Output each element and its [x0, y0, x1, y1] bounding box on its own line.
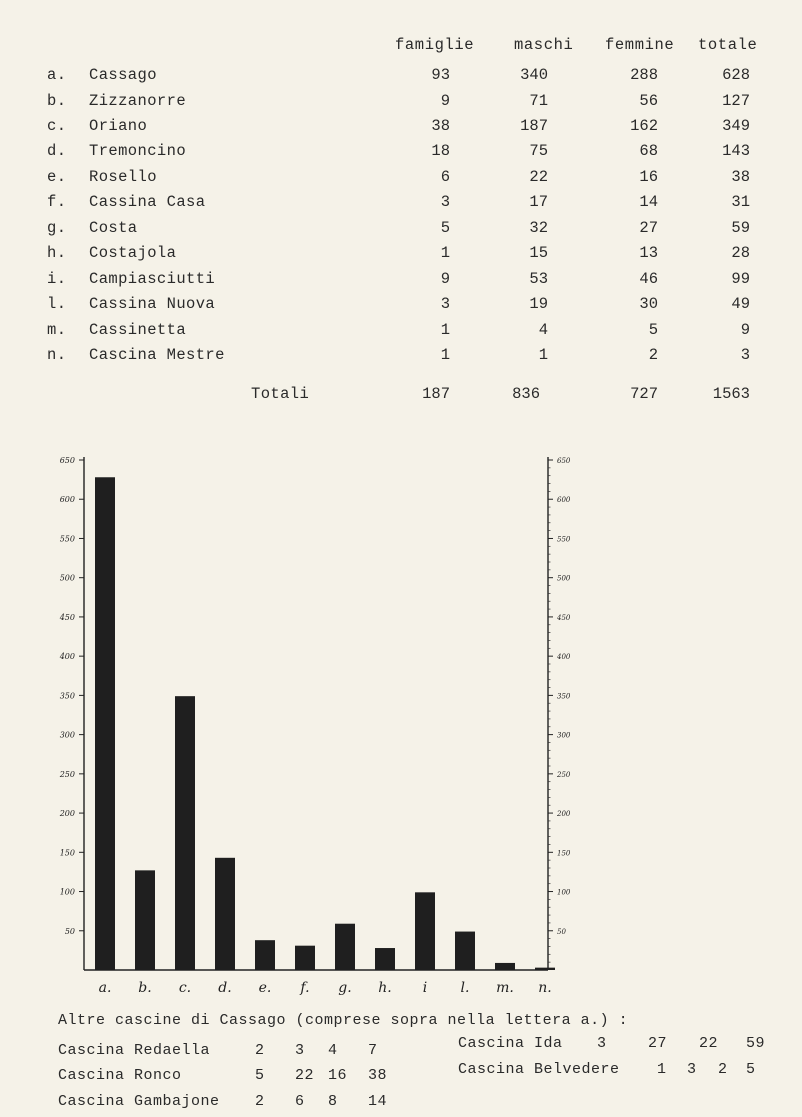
totals-femmine: 727 [630, 385, 658, 403]
row-name: Tremoncino [89, 142, 187, 160]
left-tick-label: 600 [59, 495, 75, 505]
list-item-value: 6 [295, 1093, 305, 1110]
row-totale: 349 [722, 117, 750, 135]
x-label: d. [218, 980, 232, 996]
list-item-value: 38 [368, 1067, 388, 1084]
list-item-value: 4 [328, 1042, 338, 1059]
right-tick-label: 350 [557, 692, 571, 701]
row-totale: 38 [731, 168, 750, 186]
row-letter: b. [47, 92, 67, 110]
row-letter: n. [47, 346, 67, 364]
left-tick-label: 100 [59, 887, 75, 897]
row-letter: i. [47, 270, 67, 288]
left-tick-label: 450 [59, 612, 75, 622]
row-maschi: 22 [529, 168, 548, 186]
row-maschi: 1 [538, 346, 548, 364]
row-totale: 59 [731, 219, 750, 237]
row-femmine: 162 [630, 117, 658, 135]
list-item-value: 3 [597, 1035, 607, 1052]
right-tick-label: 150 [557, 849, 571, 858]
totals-label: Totali [251, 385, 310, 403]
row-famiglie: 1 [440, 244, 450, 262]
row-letter: l. [47, 295, 67, 313]
row-totale: 127 [722, 92, 750, 110]
left-tick-label: 650 [59, 456, 75, 465]
row-name: Costajola [89, 244, 177, 262]
row-famiglie: 9 [440, 92, 450, 110]
row-femmine: 5 [648, 321, 658, 339]
right-tick-label: 100 [557, 888, 571, 897]
row-maschi: 71 [529, 92, 548, 110]
row-maschi: 53 [529, 270, 548, 288]
list-item-value: 22 [295, 1067, 315, 1084]
row-femmine: 2 [648, 346, 658, 364]
list-item-value: 8 [328, 1093, 338, 1110]
right-tick-label: 400 [557, 653, 571, 662]
row-femmine: 30 [639, 295, 658, 313]
left-tick-label: 550 [59, 534, 75, 544]
x-label: m. [496, 980, 514, 996]
right-tick-label: 250 [557, 770, 571, 779]
row-name: Cascina Mestre [89, 346, 225, 364]
row-letter: h. [47, 244, 67, 262]
row-femmine: 27 [639, 219, 658, 237]
left-tick-label: 150 [59, 848, 75, 858]
row-totale: 9 [740, 321, 750, 339]
list-item-value: 3 [295, 1042, 305, 1059]
row-totale: 49 [731, 295, 750, 313]
row-famiglie: 9 [440, 270, 450, 288]
list-item-value: 2 [718, 1061, 728, 1078]
bar-e [255, 940, 275, 970]
row-totale: 99 [731, 270, 750, 288]
row-name: Cassago [89, 66, 157, 84]
left-tick-label: 200 [59, 809, 75, 819]
row-famiglie: 3 [440, 295, 450, 313]
row-totale: 31 [731, 193, 750, 211]
list-item-name: Cascina Redaella [58, 1042, 211, 1059]
x-label: i [422, 980, 428, 996]
row-maschi: 4 [538, 321, 548, 339]
row-name: Cassinetta [89, 321, 187, 339]
row-maschi: 340 [520, 66, 548, 84]
bar-d [215, 858, 235, 970]
list-item-value: 5 [255, 1067, 265, 1084]
list-item-value: 59 [746, 1035, 766, 1052]
x-label: e. [258, 980, 272, 996]
right-tick-label: 650 [557, 457, 571, 465]
row-name: Cassina Nuova [89, 295, 216, 313]
row-maschi: 15 [529, 244, 548, 262]
right-tick-label: 50 [557, 927, 566, 936]
totals-famiglie: 187 [422, 385, 450, 403]
row-famiglie: 6 [440, 168, 450, 186]
left-tick-label: 400 [59, 652, 75, 662]
row-femmine: 16 [639, 168, 658, 186]
row-famiglie: 1 [440, 346, 450, 364]
list-item-value: 2 [255, 1093, 265, 1110]
list-item-name: Cascina Ronco [58, 1067, 182, 1084]
row-maschi: 32 [529, 219, 548, 237]
row-femmine: 14 [639, 193, 658, 211]
header-famiglie: famiglie [395, 36, 475, 54]
bar-g [335, 924, 355, 970]
row-name: Zizzanorre [89, 92, 187, 110]
row-femmine: 56 [639, 92, 658, 110]
bar-f [295, 946, 315, 970]
row-letter: m. [47, 321, 67, 339]
row-maschi: 187 [520, 117, 548, 135]
bar-n [535, 968, 555, 970]
row-letter: e. [47, 168, 67, 186]
list-item-value: 3 [687, 1061, 697, 1078]
list-item-name: Cascina Gambajone [58, 1093, 220, 1110]
row-famiglie: 3 [440, 193, 450, 211]
row-famiglie: 1 [440, 321, 450, 339]
list-item-value: 1 [657, 1061, 667, 1078]
list-item-value: 22 [699, 1035, 719, 1052]
left-tick-label: 250 [59, 769, 75, 779]
row-totale: 143 [722, 142, 750, 160]
row-totale: 628 [722, 66, 750, 84]
x-label: f. [300, 980, 310, 996]
x-label: h. [378, 980, 392, 996]
x-label: l. [460, 980, 470, 996]
right-tick-label: 550 [557, 535, 571, 544]
right-tick-label: 200 [557, 810, 571, 819]
row-name: Oriano [89, 117, 148, 135]
bar-l [455, 932, 475, 970]
row-femmine: 46 [639, 270, 658, 288]
right-tick-label: 450 [557, 613, 571, 622]
list-item-name: Cascina Ida [458, 1035, 563, 1052]
row-name: Cassina Casa [89, 193, 206, 211]
list-item-value: 5 [746, 1061, 756, 1078]
x-label: b. [138, 980, 152, 996]
left-tick-label: 300 [59, 730, 75, 740]
header-maschi: maschi [514, 36, 574, 54]
row-letter: f. [47, 193, 67, 211]
bar-b [135, 870, 155, 970]
row-letter: g. [47, 219, 67, 237]
row-femmine: 13 [639, 244, 658, 262]
left-tick-label: 50 [64, 926, 75, 936]
right-tick-label: 600 [557, 496, 571, 505]
x-label: g. [338, 980, 352, 996]
header-femmine: femmine [605, 36, 675, 54]
list-item-value: 2 [255, 1042, 265, 1059]
row-famiglie: 18 [431, 142, 450, 160]
row-totale: 28 [731, 244, 750, 262]
row-famiglie: 93 [431, 66, 450, 84]
other-farmsteads-heading: Altre cascine di Cassago (comprese sopra nella lettera a.) : [58, 1012, 629, 1029]
row-maschi: 75 [529, 142, 548, 160]
row-maschi: 19 [529, 295, 548, 313]
bar-i [415, 892, 435, 970]
row-femmine: 288 [630, 66, 658, 84]
left-tick-label: 350 [59, 691, 75, 701]
bar-m [495, 963, 515, 970]
x-label: a. [98, 980, 112, 996]
list-item-value: 14 [368, 1093, 388, 1110]
x-label: n. [538, 980, 552, 996]
bar-c [175, 696, 195, 970]
row-famiglie: 5 [440, 219, 450, 237]
totals-maschi: 836 [512, 385, 540, 403]
row-name: Campiasciutti [89, 270, 216, 288]
list-item-value: 7 [368, 1042, 378, 1059]
bar-h [375, 948, 395, 970]
row-letter: a. [47, 66, 67, 84]
row-famiglie: 38 [431, 117, 450, 135]
row-letter: c. [47, 117, 67, 135]
x-label: c. [178, 980, 192, 996]
row-femmine: 68 [639, 142, 658, 160]
list-item-value: 16 [328, 1067, 348, 1084]
list-item-name: Cascina Belvedere [458, 1061, 620, 1078]
right-tick-label: 300 [557, 731, 571, 740]
row-maschi: 17 [529, 193, 548, 211]
bar-a [95, 477, 115, 970]
row-name: Costa [89, 219, 138, 237]
row-totale: 3 [740, 346, 750, 364]
list-item-value: 27 [648, 1035, 668, 1052]
left-tick-label: 500 [59, 573, 75, 583]
row-letter: d. [47, 142, 67, 160]
row-name: Rosello [89, 168, 157, 186]
header-totale: totale [698, 36, 758, 54]
right-tick-label: 500 [557, 574, 571, 583]
totals-totale: 1563 [712, 385, 750, 403]
